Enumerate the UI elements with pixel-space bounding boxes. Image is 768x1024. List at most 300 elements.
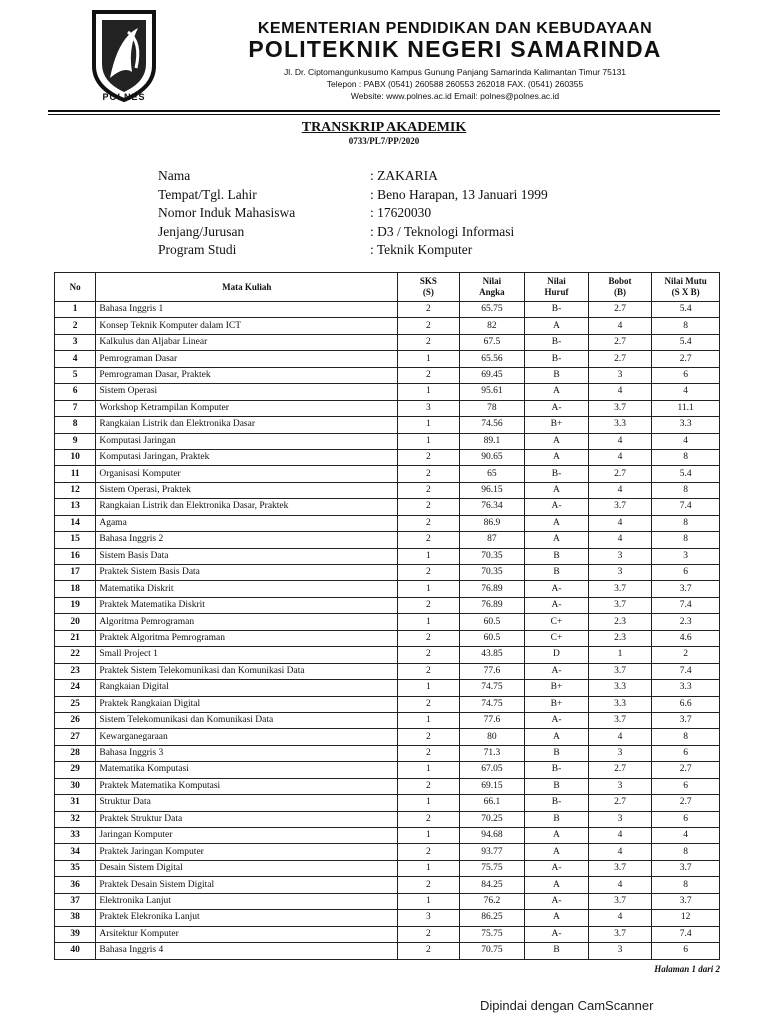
table-row — [55, 811, 720, 827]
cell-nilai-angka: 74.75 — [459, 696, 525, 712]
cell-bobot: 4 — [588, 729, 652, 745]
table-row — [55, 581, 720, 597]
cell-nilai-mutu: 3.3 — [652, 680, 720, 696]
cell-bobot: 4 — [588, 384, 652, 400]
cell-nilai-angka: 65.75 — [459, 302, 525, 318]
table-row — [55, 482, 720, 498]
cell-nilai-angka: 70.25 — [459, 811, 525, 827]
table-row — [55, 597, 720, 613]
table-row — [55, 696, 720, 712]
cell-nilai-angka: 77.6 — [459, 712, 525, 728]
student-info-label: Jenjang/Jurusan — [158, 223, 245, 239]
cell-nilai-angka: 74.56 — [459, 417, 525, 433]
cell-nilai-huruf: A- — [525, 581, 589, 597]
cell-course: Matematika Diskrit — [96, 581, 398, 597]
cell-course: Bahasa Inggris 4 — [96, 943, 398, 959]
cell-course: Rangkaian Listrik dan Elektronika Dasar — [96, 417, 398, 433]
cell-nilai-huruf: A — [525, 729, 589, 745]
header-nilai-mutu: Nilai Mutu (S X B) — [652, 273, 720, 302]
cell-course: Pemrograman Dasar, Praktek — [96, 367, 398, 383]
cell-bobot: 4 — [588, 910, 652, 926]
cell-nilai-huruf: A- — [525, 400, 589, 416]
cell-sks: 2 — [398, 663, 460, 679]
cell-nilai-mutu: 11.1 — [652, 400, 720, 416]
cell-no: 31 — [55, 795, 96, 811]
cell-course: Praktek Rangkaian Digital — [96, 696, 398, 712]
cell-nilai-huruf: B — [525, 565, 589, 581]
cell-nilai-huruf: B+ — [525, 680, 589, 696]
cell-sks: 2 — [398, 745, 460, 761]
cell-sks: 2 — [398, 696, 460, 712]
cell-nilai-mutu: 8 — [652, 532, 720, 548]
cell-nilai-mutu: 8 — [652, 877, 720, 893]
cell-bobot: 3 — [588, 811, 652, 827]
cell-nilai-mutu: 6 — [652, 778, 720, 794]
cell-nilai-angka: 94.68 — [459, 828, 525, 844]
table-row — [55, 400, 720, 416]
student-info-value: : ZAKARIA — [370, 168, 438, 183]
cell-nilai-angka: 95.61 — [459, 384, 525, 400]
cell-no: 25 — [55, 696, 96, 712]
cell-course: Praktek Struktur Data — [96, 811, 398, 827]
cell-course: Konsep Teknik Komputer dalam ICT — [96, 318, 398, 334]
page-indicator: Halaman 1 dari 2 — [654, 964, 720, 974]
cell-nilai-mutu: 4.6 — [652, 630, 720, 646]
cell-bobot: 2.7 — [588, 795, 652, 811]
cell-nilai-huruf: A — [525, 318, 589, 334]
cell-sks: 2 — [398, 318, 460, 334]
cell-sks: 2 — [398, 811, 460, 827]
cell-nilai-mutu: 7.4 — [652, 597, 720, 613]
cell-no: 11 — [55, 466, 96, 482]
cell-nilai-mutu: 8 — [652, 844, 720, 860]
cell-no: 36 — [55, 877, 96, 893]
cell-bobot: 4 — [588, 844, 652, 860]
cell-course: Praktek Matematika Komputasi — [96, 778, 398, 794]
cell-nilai-angka: 71.3 — [459, 745, 525, 761]
cell-nilai-huruf: A- — [525, 663, 589, 679]
cell-course: Bahasa Inggris 1 — [96, 302, 398, 318]
cell-course: Praktek Jaringan Komputer — [96, 844, 398, 860]
cell-bobot: 3.7 — [588, 597, 652, 613]
cell-nilai-mutu: 2.7 — [652, 762, 720, 778]
cell-nilai-huruf: A- — [525, 712, 589, 728]
cell-sks: 1 — [398, 548, 460, 564]
table-row — [55, 795, 720, 811]
cell-nilai-angka: 96.15 — [459, 482, 525, 498]
table-row — [55, 844, 720, 860]
cell-nilai-huruf: A — [525, 433, 589, 449]
cell-course: Small Project 1 — [96, 647, 398, 663]
cell-nilai-angka: 90.65 — [459, 449, 525, 465]
cell-nilai-huruf: B- — [525, 351, 589, 367]
cell-course: Rangkaian Listrik dan Elektronika Dasar, Praktek — [96, 499, 398, 515]
cell-bobot: 3.7 — [588, 581, 652, 597]
table-row — [55, 466, 720, 482]
cell-nilai-huruf: A- — [525, 860, 589, 876]
cell-sks: 2 — [398, 844, 460, 860]
cell-no: 3 — [55, 334, 96, 350]
cell-no: 38 — [55, 910, 96, 926]
header-no: No — [55, 273, 96, 302]
cell-sks: 1 — [398, 893, 460, 909]
cell-nilai-angka: 65 — [459, 466, 525, 482]
cell-sks: 2 — [398, 597, 460, 613]
cell-nilai-huruf: B — [525, 943, 589, 959]
cell-no: 6 — [55, 384, 96, 400]
cell-nilai-mutu: 2.7 — [652, 795, 720, 811]
cell-nilai-angka: 80 — [459, 729, 525, 745]
cell-nilai-angka: 67.5 — [459, 334, 525, 350]
cell-no: 27 — [55, 729, 96, 745]
header-divider — [48, 110, 720, 112]
cell-course: Sistem Operasi — [96, 384, 398, 400]
cell-nilai-mutu: 8 — [652, 449, 720, 465]
ministry-name: KEMENTERIAN PENDIDIKAN DAN KEBUDAYAAN — [257, 20, 653, 37]
cell-no: 9 — [55, 433, 96, 449]
cell-course: Elektronika Lanjut — [96, 893, 398, 909]
cell-nilai-angka: 93.77 — [459, 844, 525, 860]
cell-sks: 2 — [398, 729, 460, 745]
cell-nilai-huruf: A- — [525, 597, 589, 613]
cell-no: 14 — [55, 515, 96, 531]
cell-no: 30 — [55, 778, 96, 794]
cell-no: 5 — [55, 367, 96, 383]
cell-sks: 1 — [398, 417, 460, 433]
cell-nilai-angka: 69.15 — [459, 778, 525, 794]
cell-nilai-huruf: B — [525, 811, 589, 827]
cell-course: Desain Sistem Digital — [96, 860, 398, 876]
cell-no: 24 — [55, 680, 96, 696]
cell-bobot: 4 — [588, 449, 652, 465]
cell-course: Workshop Ketrampilan Komputer — [96, 400, 398, 416]
cell-nilai-mutu: 6 — [652, 367, 720, 383]
cell-course: Jaringan Komputer — [96, 828, 398, 844]
cell-sks: 2 — [398, 302, 460, 318]
table-row — [55, 680, 720, 696]
cell-sks: 2 — [398, 532, 460, 548]
cell-nilai-angka: 87 — [459, 532, 525, 548]
cell-sks: 2 — [398, 877, 460, 893]
cell-sks: 1 — [398, 712, 460, 728]
cell-bobot: 3 — [588, 548, 652, 564]
cell-sks: 2 — [398, 515, 460, 531]
cell-sks: 1 — [398, 384, 460, 400]
table-row — [55, 910, 720, 926]
cell-no: 16 — [55, 548, 96, 564]
table-row — [55, 943, 720, 959]
cell-no: 35 — [55, 860, 96, 876]
school-website: Website: www.polnes.ac.id Email: polnes@polnes.ac.id — [350, 91, 560, 101]
cell-nilai-mutu: 4 — [652, 828, 720, 844]
grades-table — [54, 272, 720, 960]
cell-nilai-mutu: 6 — [652, 745, 720, 761]
cell-course: Praktek Elekronika Lanjut — [96, 910, 398, 926]
cell-nilai-huruf: B+ — [525, 696, 589, 712]
table-row — [55, 745, 720, 761]
cell-sks: 2 — [398, 482, 460, 498]
table-row — [55, 893, 720, 909]
cell-nilai-huruf: B — [525, 367, 589, 383]
cell-bobot: 3.3 — [588, 417, 652, 433]
cell-sks: 3 — [398, 910, 460, 926]
cell-bobot: 2.7 — [588, 334, 652, 350]
student-info-row — [158, 168, 548, 187]
cell-nilai-angka: 67.05 — [459, 762, 525, 778]
cell-no: 8 — [55, 417, 96, 433]
table-row — [55, 860, 720, 876]
student-info-row — [158, 187, 548, 206]
table-row — [55, 926, 720, 942]
table-header-row — [55, 273, 720, 302]
table-row — [55, 614, 720, 630]
student-info-value: : 17620030 — [370, 205, 432, 220]
cell-course: Komputasi Jaringan, Praktek — [96, 449, 398, 465]
cell-no: 12 — [55, 482, 96, 498]
table-row — [55, 778, 720, 794]
cell-no: 7 — [55, 400, 96, 416]
cell-course: Agama — [96, 515, 398, 531]
cell-nilai-angka: 86.9 — [459, 515, 525, 531]
cell-nilai-huruf: B- — [525, 466, 589, 482]
table-row — [55, 565, 720, 581]
table-row — [55, 384, 720, 400]
cell-nilai-mutu: 7.4 — [652, 499, 720, 515]
cell-nilai-angka: 66.1 — [459, 795, 525, 811]
student-info — [158, 168, 548, 261]
cell-nilai-angka: 76.2 — [459, 893, 525, 909]
cell-no: 29 — [55, 762, 96, 778]
school-phone: Telepon : PABX (0541) 260588 260553 262018 FAX. (0541) 260355 — [326, 79, 584, 89]
cell-nilai-huruf: A — [525, 482, 589, 498]
cell-course: Organisasi Komputer — [96, 466, 398, 482]
cell-bobot: 3 — [588, 367, 652, 383]
cell-bobot: 2.3 — [588, 614, 652, 630]
cell-nilai-huruf: A — [525, 844, 589, 860]
student-info-row — [158, 242, 548, 261]
cell-no: 28 — [55, 745, 96, 761]
cell-sks: 2 — [398, 466, 460, 482]
header-nilai-huruf: Nilai Huruf — [525, 273, 589, 302]
cell-nilai-angka: 65.56 — [459, 351, 525, 367]
cell-nilai-huruf: A — [525, 532, 589, 548]
cell-sks: 1 — [398, 614, 460, 630]
cell-nilai-mutu: 5.4 — [652, 466, 720, 482]
cell-bobot: 3 — [588, 565, 652, 581]
cell-nilai-mutu: 12 — [652, 910, 720, 926]
document-number: 0733/PL7/PP/2020 — [348, 136, 420, 146]
cell-nilai-huruf: B — [525, 778, 589, 794]
student-info-label: Nomor Induk Mahasiswa — [158, 205, 296, 220]
cell-sks: 1 — [398, 795, 460, 811]
cell-nilai-huruf: A — [525, 449, 589, 465]
cell-nilai-angka: 74.75 — [459, 680, 525, 696]
cell-no: 13 — [55, 499, 96, 515]
cell-course: Kalkulus dan Aljabar Linear — [96, 334, 398, 350]
cell-nilai-mutu: 8 — [652, 318, 720, 334]
cell-nilai-huruf: C+ — [525, 630, 589, 646]
cell-bobot: 4 — [588, 433, 652, 449]
cell-nilai-mutu: 4 — [652, 384, 720, 400]
table-row — [55, 433, 720, 449]
cell-sks: 2 — [398, 630, 460, 646]
cell-bobot: 3.7 — [588, 926, 652, 942]
cell-nilai-mutu: 6 — [652, 943, 720, 959]
cell-no: 18 — [55, 581, 96, 597]
cell-sks: 1 — [398, 860, 460, 876]
cell-nilai-mutu: 3.7 — [652, 581, 720, 597]
cell-sks: 2 — [398, 778, 460, 794]
cell-nilai-huruf: A — [525, 384, 589, 400]
table-row — [55, 630, 720, 646]
cell-nilai-mutu: 4 — [652, 433, 720, 449]
table-row — [55, 729, 720, 745]
cell-nilai-huruf: A — [525, 515, 589, 531]
cell-bobot: 3.7 — [588, 663, 652, 679]
cell-bobot: 3.7 — [588, 712, 652, 728]
header-bobot: Bobot (B) — [588, 273, 652, 302]
header-nilai-angka: Nilai Angka — [459, 273, 525, 302]
cell-bobot: 4 — [588, 515, 652, 531]
cell-no: 39 — [55, 926, 96, 942]
cell-nilai-angka: 75.75 — [459, 860, 525, 876]
cell-nilai-angka: 70.75 — [459, 943, 525, 959]
cell-nilai-huruf: B — [525, 548, 589, 564]
cell-nilai-mutu: 6 — [652, 811, 720, 827]
cell-nilai-huruf: B- — [525, 795, 589, 811]
cell-no: 32 — [55, 811, 96, 827]
cell-course: Arsitektur Komputer — [96, 926, 398, 942]
cell-nilai-mutu: 5.4 — [652, 302, 720, 318]
cell-sks: 2 — [398, 565, 460, 581]
cell-course: Bahasa Inggris 2 — [96, 532, 398, 548]
cell-nilai-mutu: 8 — [652, 729, 720, 745]
student-info-row — [158, 205, 548, 224]
table-row — [55, 318, 720, 334]
table-row — [55, 515, 720, 531]
cell-bobot: 3.7 — [588, 400, 652, 416]
cell-nilai-mutu: 2.7 — [652, 351, 720, 367]
header-course: Mata Kuliah — [96, 273, 398, 302]
cell-nilai-huruf: B+ — [525, 417, 589, 433]
cell-course: Bahasa Inggris 3 — [96, 745, 398, 761]
cell-no: 1 — [55, 302, 96, 318]
table-row — [55, 877, 720, 893]
table-row — [55, 762, 720, 778]
student-info-label: Nama — [158, 168, 191, 183]
cell-course: Sistem Operasi, Praktek — [96, 482, 398, 498]
table-row — [55, 647, 720, 663]
cell-nilai-huruf: B — [525, 745, 589, 761]
cell-sks: 1 — [398, 680, 460, 696]
cell-nilai-huruf: A- — [525, 893, 589, 909]
cell-nilai-mutu: 3 — [652, 548, 720, 564]
cell-bobot: 3.7 — [588, 893, 652, 909]
cell-nilai-mutu: 3.7 — [652, 712, 720, 728]
table-row — [55, 548, 720, 564]
cell-nilai-angka: 86.25 — [459, 910, 525, 926]
cell-course: Praktek Desain Sistem Digital — [96, 877, 398, 893]
cell-course: Praktek Matematika Diskrit — [96, 597, 398, 613]
cell-bobot: 3.3 — [588, 696, 652, 712]
cell-nilai-angka: 43.85 — [459, 647, 525, 663]
student-info-label: Tempat/Tgl. Lahir — [158, 186, 257, 202]
cell-no: 21 — [55, 630, 96, 646]
cell-bobot: 2.7 — [588, 762, 652, 778]
cell-bobot: 4 — [588, 828, 652, 844]
cell-nilai-angka: 89.1 — [459, 433, 525, 449]
cell-nilai-angka: 69.45 — [459, 367, 525, 383]
cell-nilai-huruf: B- — [525, 302, 589, 318]
table-row — [55, 712, 720, 728]
school-address: Jl. Dr. Ciptomangunkusumo Kampus Gunung Panjang Samarinda Kalimantan Timur 75131 — [283, 67, 627, 77]
cell-sks: 3 — [398, 400, 460, 416]
cell-course: Sistem Basis Data — [96, 548, 398, 564]
cell-course: Komputasi Jaringan — [96, 433, 398, 449]
cell-bobot: 3 — [588, 745, 652, 761]
cell-sks: 2 — [398, 449, 460, 465]
table-row — [55, 499, 720, 515]
cell-no: 20 — [55, 614, 96, 630]
cell-nilai-angka: 76.34 — [459, 499, 525, 515]
cell-nilai-huruf: A- — [525, 926, 589, 942]
cell-nilai-mutu: 2 — [652, 647, 720, 663]
cell-sks: 1 — [398, 351, 460, 367]
header-sks: SKS (S) — [398, 273, 460, 302]
cell-sks: 2 — [398, 943, 460, 959]
cell-nilai-angka: 77.6 — [459, 663, 525, 679]
cell-nilai-huruf: D — [525, 647, 589, 663]
table-row — [55, 663, 720, 679]
cell-nilai-huruf: A — [525, 828, 589, 844]
student-info-value: : Teknik Komputer — [370, 242, 473, 257]
cell-no: 22 — [55, 647, 96, 663]
cell-bobot: 2.7 — [588, 351, 652, 367]
cell-nilai-angka: 60.5 — [459, 630, 525, 646]
cell-nilai-huruf: A — [525, 910, 589, 926]
cell-nilai-angka: 75.75 — [459, 926, 525, 942]
cell-course: Sistem Telekomunikasi dan Komunikasi Data — [96, 712, 398, 728]
cell-nilai-mutu: 8 — [652, 482, 720, 498]
cell-sks: 2 — [398, 647, 460, 663]
cell-nilai-huruf: A — [525, 877, 589, 893]
cell-bobot: 3.3 — [588, 680, 652, 696]
cell-bobot: 3.7 — [588, 860, 652, 876]
cell-sks: 1 — [398, 762, 460, 778]
cell-bobot: 2.7 — [588, 466, 652, 482]
table-row — [55, 302, 720, 318]
student-info-row — [158, 224, 548, 243]
cell-nilai-mutu: 7.4 — [652, 663, 720, 679]
logo-text: POLNES — [102, 92, 146, 102]
scanner-watermark: Dipindai dengan CamScanner — [480, 998, 654, 1013]
cell-bobot: 3 — [588, 778, 652, 794]
student-info-value: : Beno Harapan, 13 Januari 1999 — [370, 186, 548, 202]
cell-nilai-mutu: 3.7 — [652, 893, 720, 909]
cell-sks: 2 — [398, 926, 460, 942]
cell-no: 10 — [55, 449, 96, 465]
cell-no: 26 — [55, 712, 96, 728]
cell-no: 19 — [55, 597, 96, 613]
cell-no: 34 — [55, 844, 96, 860]
cell-course: Kewarganegaraan — [96, 729, 398, 745]
cell-nilai-huruf: C+ — [525, 614, 589, 630]
school-name: POLITEKNIK NEGERI SAMARINDA — [248, 36, 662, 62]
cell-nilai-angka: 60.5 — [459, 614, 525, 630]
cell-sks: 2 — [398, 334, 460, 350]
cell-no: 33 — [55, 828, 96, 844]
cell-nilai-angka: 82 — [459, 318, 525, 334]
